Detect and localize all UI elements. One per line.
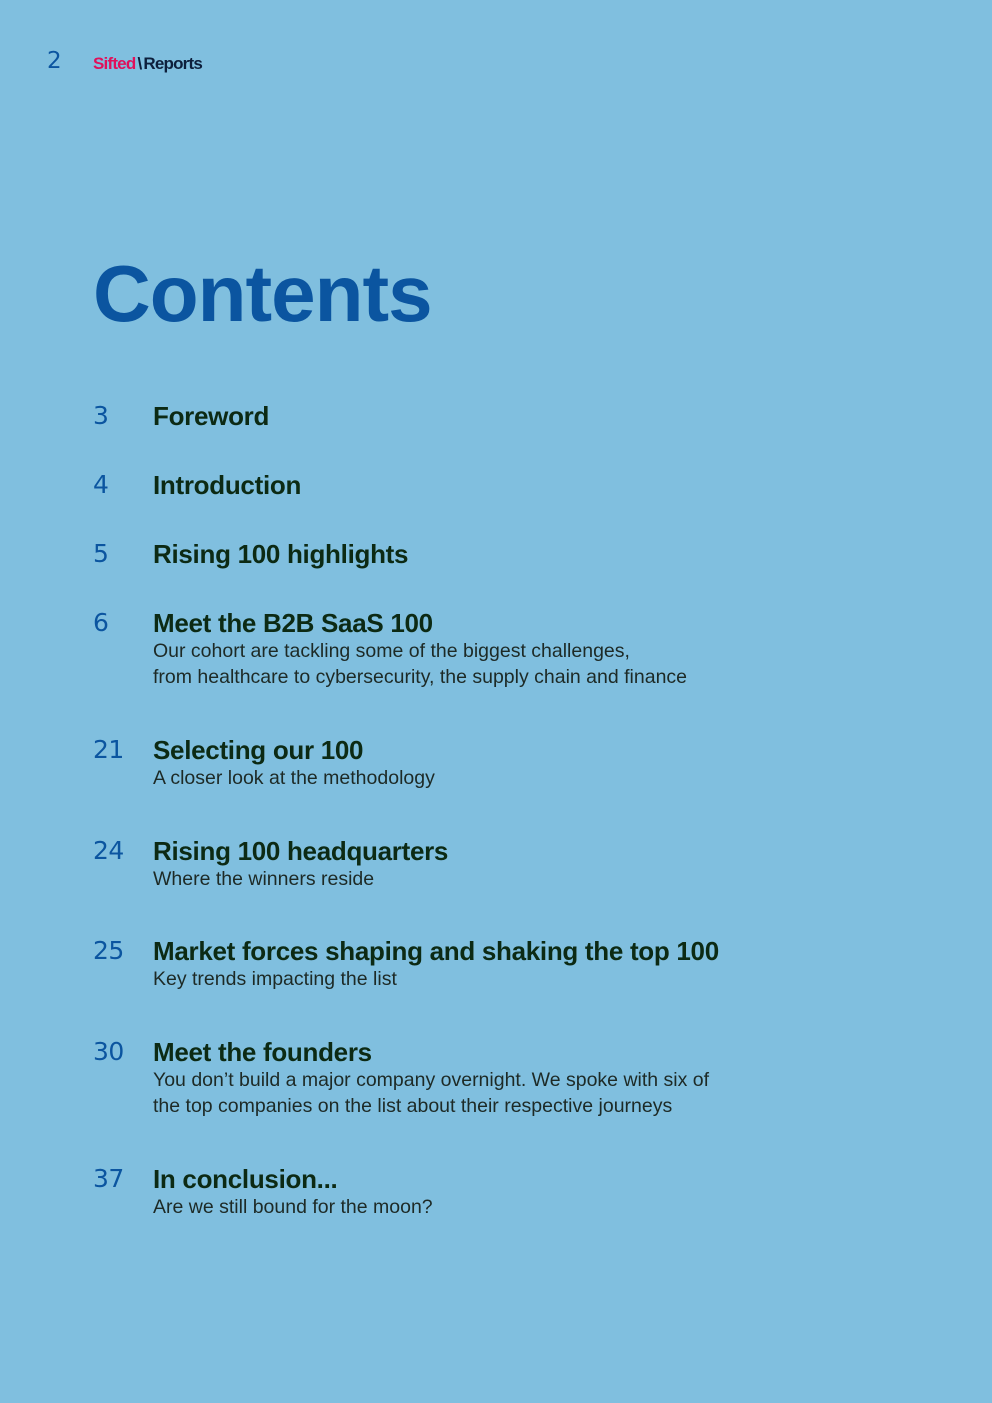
- toc-heading[interactable]: Rising 100 headquarters: [153, 836, 449, 866]
- toc-page-number: 30: [93, 1037, 124, 1066]
- toc-heading[interactable]: Meet the founders: [153, 1037, 372, 1067]
- toc-page-number: 25: [93, 936, 124, 965]
- brand-logo-part-1: Sifted: [93, 54, 136, 73]
- toc-description: Where the winners reside: [153, 868, 375, 890]
- toc-description: A closer look at the methodology: [153, 767, 435, 789]
- toc-heading[interactable]: Foreword: [153, 401, 270, 431]
- toc-heading[interactable]: Market forces shaping and shaking the top 100: [153, 936, 719, 966]
- page-number: 2: [47, 48, 62, 74]
- toc-heading[interactable]: Selecting our 100: [153, 735, 364, 765]
- toc-page-number: 5: [93, 539, 109, 568]
- toc-description: Are we still bound for the moon?: [153, 1196, 433, 1218]
- toc-description: Our cohort are tackling some of the biggest challenges, from healthcare to cybersecurity, the supply chain and finance: [153, 640, 688, 688]
- toc-page-number: 4: [93, 470, 109, 499]
- toc-heading[interactable]: Meet the B2B SaaS 100: [153, 608, 433, 638]
- toc-description: You don’t build a major company overnight. We spoke with six of the top companies on the list about their respective journeys: [153, 1069, 710, 1117]
- toc-description: Key trends impacting the list: [153, 968, 397, 990]
- toc-page-number: 3: [93, 401, 109, 430]
- toc-page-number: 21: [93, 735, 124, 764]
- brand-logo: [93, 53, 202, 75]
- toc-page-number: 24: [93, 836, 124, 865]
- brand-logo-part-2: Reports: [143, 54, 203, 73]
- page-title: Contents: [93, 249, 432, 338]
- toc-heading[interactable]: Introduction: [153, 470, 302, 500]
- brand-logo-separator: \: [137, 54, 142, 73]
- toc-page-number: 37: [93, 1164, 124, 1193]
- toc-heading[interactable]: Rising 100 highlights: [153, 539, 409, 569]
- toc-heading[interactable]: In conclusion...: [153, 1164, 338, 1194]
- toc-page-number: 6: [93, 608, 109, 637]
